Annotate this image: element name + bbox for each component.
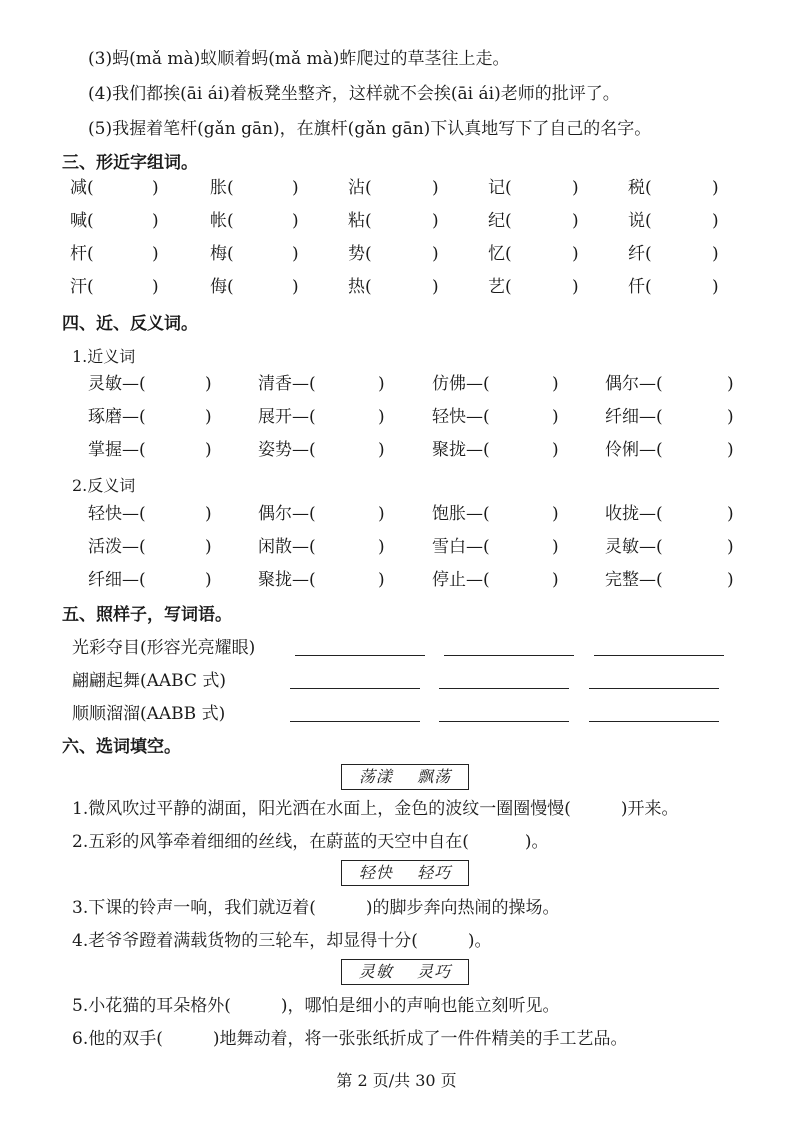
fill-text: )的脚步奔向热闹的操场。 [365, 898, 560, 918]
answer-blank[interactable] [240, 177, 292, 199]
pinyin-line-3: (3)蚂(mǎ mà)蚁顺着蚂(mǎ mà)蚱爬过的草茎往上走。 [88, 49, 510, 69]
word-prompt: 喊( [70, 211, 94, 231]
word-prompt: 清香—( [258, 374, 316, 394]
word-prompt: 纤细—( [605, 407, 663, 427]
word-choice: 轻巧 [417, 863, 452, 882]
pinyin-line-4: (4)我们都挨(āi ái)着板凳坐整齐，这样就不会挨(āi ái)老师的批评了。 [88, 84, 620, 104]
fill-text: )，哪怕是细小的声响也能立刻听见。 [280, 996, 560, 1016]
section5-example-2: 翩翩起舞(AABC 式) [72, 671, 227, 691]
answer-blank[interactable] [158, 406, 205, 428]
section5-example-1: 光彩夺目(形容光亮耀眼) [72, 638, 256, 658]
answer-blank[interactable] [378, 210, 432, 232]
close-paren: ) [378, 374, 385, 394]
close-paren: ) [572, 244, 579, 264]
close-paren: ) [378, 407, 385, 427]
fill-item-1 [72, 798, 679, 820]
fill-text: )。 [467, 931, 492, 951]
close-paren: ) [378, 440, 385, 460]
close-paren: ) [727, 374, 734, 394]
word-prompt: 艺( [488, 277, 512, 297]
word-prompt: 轻快—( [88, 504, 146, 524]
answer-line[interactable] [589, 688, 719, 689]
fill-item-2 [72, 831, 549, 853]
close-paren: ) [727, 570, 734, 590]
close-paren: ) [552, 537, 559, 557]
close-paren: ) [205, 570, 212, 590]
close-paren: ) [712, 211, 719, 231]
word-prompt: 偶尔—( [605, 374, 663, 394]
word-prompt: 忆( [488, 244, 512, 264]
word-prompt: 闲散—( [258, 537, 316, 557]
close-paren: ) [552, 374, 559, 394]
close-paren: ) [572, 211, 579, 231]
answer-blank[interactable] [675, 373, 727, 395]
word-prompt: 聚拢—( [432, 440, 490, 460]
answer-blank[interactable] [675, 503, 727, 525]
fill-text: )开来。 [620, 799, 679, 819]
word-prompt: 仿佛—( [432, 374, 490, 394]
fill-text: )。 [524, 832, 549, 852]
word-prompt: 汗( [70, 277, 94, 297]
word-prompt: 琢磨—( [88, 407, 146, 427]
word-prompt: 聚拢—( [258, 570, 316, 590]
close-paren: ) [152, 244, 159, 264]
close-paren: ) [432, 244, 439, 264]
word-prompt: 粘( [348, 211, 372, 231]
answer-blank[interactable] [378, 243, 432, 265]
section3-title: 三、形近字组词。 [62, 153, 198, 173]
word-choice: 灵巧 [417, 962, 452, 981]
close-paren: ) [552, 570, 559, 590]
section5-example-3: 顺顺溜溜(AABB 式) [72, 704, 226, 724]
close-paren: ) [205, 504, 212, 524]
close-paren: ) [292, 277, 299, 297]
close-paren: ) [572, 178, 579, 198]
answer-blank[interactable] [158, 373, 205, 395]
answer-blank[interactable] [502, 373, 552, 395]
answer-line[interactable] [589, 721, 719, 722]
close-paren: ) [152, 277, 159, 297]
fill-text: 6.他的双手( [72, 1029, 163, 1049]
close-paren: ) [378, 504, 385, 524]
word-prompt: 沾( [348, 178, 372, 198]
answer-line[interactable] [594, 655, 724, 656]
close-paren: ) [152, 211, 159, 231]
word-prompt: 热( [348, 277, 372, 297]
close-paren: ) [727, 504, 734, 524]
answer-line[interactable] [444, 655, 574, 656]
word-prompt: 梅( [210, 244, 234, 264]
answer-blank[interactable] [158, 503, 205, 525]
close-paren: ) [292, 178, 299, 198]
fill-text: 3.下课的铃声一响，我们就迈着( [72, 898, 316, 918]
answer-line[interactable] [439, 721, 569, 722]
answer-blank[interactable] [328, 406, 378, 428]
word-choice: 灵敏 [358, 962, 393, 981]
answer-blank[interactable] [100, 210, 152, 232]
section6-title: 六、选词填空。 [62, 737, 181, 757]
word-prompt: 侮( [210, 277, 234, 297]
word-prompt: 收拢—( [605, 504, 663, 524]
close-paren: ) [205, 537, 212, 557]
answer-blank[interactable] [100, 177, 152, 199]
close-paren: ) [205, 440, 212, 460]
word-prompt: 纪( [488, 211, 512, 231]
antonyms-title: 2.反义词 [72, 476, 136, 495]
answer-blank[interactable] [675, 406, 727, 428]
word-prompt: 停止—( [432, 570, 490, 590]
answer-blank[interactable] [658, 276, 712, 298]
close-paren: ) [292, 211, 299, 231]
answer-blank[interactable] [328, 503, 378, 525]
fill-item-6 [72, 1028, 628, 1050]
word-prompt: 杆( [70, 244, 94, 264]
word-prompt: 记( [488, 178, 512, 198]
answer-line[interactable] [295, 655, 425, 656]
word-prompt: 势( [348, 244, 372, 264]
fill-text: )地舞动着，将一张张纸折成了一件件精美的手工艺品。 [212, 1029, 628, 1049]
section4-title: 四、近、反义词。 [62, 314, 198, 334]
word-choice-box-1 [341, 764, 469, 790]
close-paren: ) [378, 537, 385, 557]
answer-blank[interactable] [502, 439, 552, 461]
answer-blank[interactable] [502, 406, 552, 428]
close-paren: ) [205, 407, 212, 427]
word-choice-box-2 [341, 860, 469, 886]
answer-blank[interactable] [240, 276, 292, 298]
word-prompt: 灵敏—( [605, 537, 663, 557]
close-paren: ) [712, 178, 719, 198]
word-prompt: 活泼—( [88, 537, 146, 557]
word-prompt: 伶俐—( [605, 440, 663, 460]
fill-text: 2.五彩的风筝牵着细细的丝线，在蔚蓝的天空中自在( [72, 832, 469, 852]
answer-blank[interactable] [518, 177, 572, 199]
section5-title: 五、照样子，写词语。 [62, 605, 232, 625]
close-paren: ) [572, 277, 579, 297]
word-choice: 荡漾 [358, 767, 393, 786]
fill-text: 4.老爷爷蹬着满载货物的三轮车，却显得十分( [72, 931, 418, 951]
answer-blank[interactable] [240, 210, 292, 232]
word-prompt: 灵敏—( [88, 374, 146, 394]
close-paren: ) [712, 277, 719, 297]
word-prompt: 雪白—( [432, 537, 490, 557]
close-paren: ) [727, 407, 734, 427]
answer-blank[interactable] [658, 243, 712, 265]
word-prompt: 纤( [628, 244, 652, 264]
answer-blank[interactable] [518, 210, 572, 232]
close-paren: ) [205, 374, 212, 394]
close-paren: ) [727, 440, 734, 460]
word-prompt: 税( [628, 178, 652, 198]
word-prompt: 掌握—( [88, 440, 146, 460]
close-paren: ) [378, 570, 385, 590]
word-prompt: 轻快—( [432, 407, 490, 427]
word-prompt: 减( [70, 178, 94, 198]
answer-blank[interactable] [158, 439, 205, 461]
answer-blank[interactable] [378, 276, 432, 298]
answer-blank[interactable] [158, 536, 205, 558]
answer-line[interactable] [290, 688, 420, 689]
close-paren: ) [552, 407, 559, 427]
fill-item-3 [72, 897, 560, 919]
answer-blank[interactable] [675, 569, 727, 591]
word-prompt: 饱胀—( [432, 504, 490, 524]
fill-item-5 [72, 995, 560, 1017]
answer-blank[interactable] [328, 569, 378, 591]
word-prompt: 帐( [210, 211, 234, 231]
answer-line[interactable] [439, 688, 569, 689]
word-prompt: 姿势—( [258, 440, 316, 460]
pinyin-line-5: (5)我握着笔杆(gǎn gān)，在旗杆(gǎn gān)下认真地写下了自己的名字。 [88, 119, 652, 139]
word-prompt: 展开—( [258, 407, 316, 427]
close-paren: ) [292, 244, 299, 264]
fill-text: 1.微风吹过平静的湖面，阳光洒在水面上，金色的波纹一圈圈慢慢( [72, 799, 571, 819]
answer-blank[interactable] [518, 276, 572, 298]
word-choice: 飘荡 [417, 767, 452, 786]
answer-blank[interactable] [328, 536, 378, 558]
answer-blank[interactable] [378, 177, 432, 199]
close-paren: ) [552, 504, 559, 524]
close-paren: ) [727, 537, 734, 557]
word-choice: 轻快 [358, 863, 393, 882]
fill-item-4 [72, 930, 492, 952]
close-paren: ) [152, 178, 159, 198]
word-prompt: 偶尔—( [258, 504, 316, 524]
answer-blank[interactable] [502, 503, 552, 525]
answer-blank[interactable] [502, 569, 552, 591]
answer-blank[interactable] [502, 536, 552, 558]
answer-blank[interactable] [675, 439, 727, 461]
close-paren: ) [712, 244, 719, 264]
answer-line[interactable] [290, 721, 420, 722]
answer-blank[interactable] [158, 569, 205, 591]
fill-text: 5.小花猫的耳朵格外( [72, 996, 231, 1016]
word-prompt: 完整—( [605, 570, 663, 590]
close-paren: ) [552, 440, 559, 460]
answer-blank[interactable] [240, 243, 292, 265]
answer-blank[interactable] [675, 536, 727, 558]
word-prompt: 纤细—( [88, 570, 146, 590]
answer-blank[interactable] [658, 210, 712, 232]
word-prompt: 说( [628, 211, 652, 231]
answer-blank[interactable] [328, 439, 378, 461]
close-paren: ) [432, 211, 439, 231]
page-number: 第 2 页/共 30 页 [336, 1071, 457, 1090]
close-paren: ) [432, 178, 439, 198]
answer-blank[interactable] [328, 373, 378, 395]
word-prompt: 仟( [628, 277, 652, 297]
answer-blank[interactable] [518, 243, 572, 265]
answer-blank[interactable] [100, 243, 152, 265]
word-choice-box-3 [341, 959, 469, 985]
answer-blank[interactable] [658, 177, 712, 199]
close-paren: ) [432, 277, 439, 297]
synonyms-title: 1.近义词 [72, 347, 136, 366]
answer-blank[interactable] [100, 276, 152, 298]
word-prompt: 胀( [210, 178, 234, 198]
